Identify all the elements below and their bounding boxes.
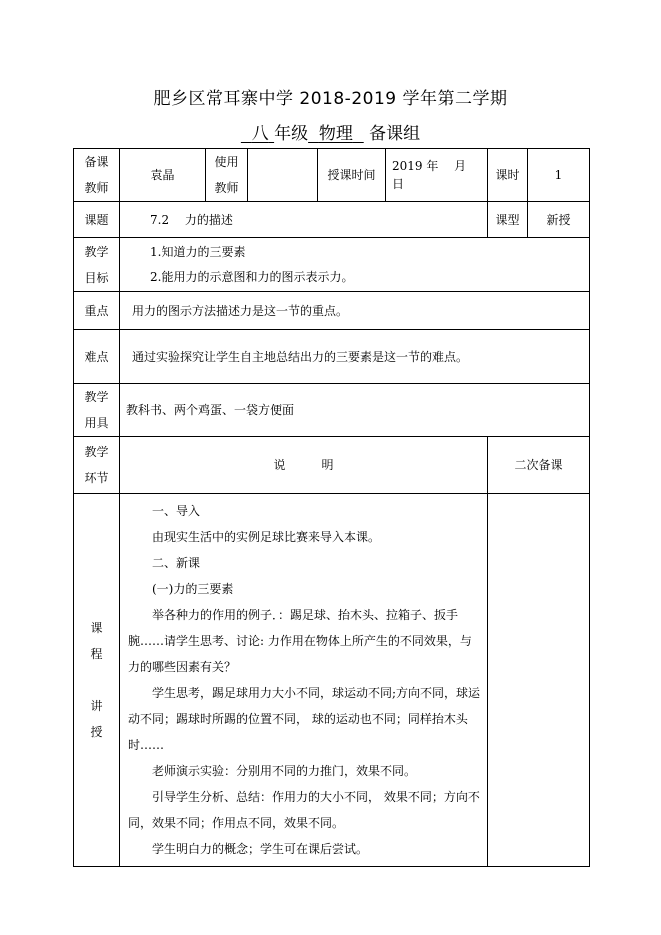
difficulty-value: 通过实验探究让学生自主地总结出力的三要素是这一节的难点。: [120, 330, 590, 384]
table-row: [74, 292, 590, 330]
table-row: [74, 238, 590, 292]
topic-label: 课题: [74, 202, 120, 238]
content-paragraph: 老师演示实验：分别用不同的力推门，效果不同。: [152, 764, 417, 778]
page-subtitle: [0, 119, 661, 144]
hours-value: 1: [528, 149, 590, 202]
lesson-type-label: 课型: [488, 202, 528, 238]
materials-label: 教学 用具: [74, 384, 120, 437]
content-paragraph: 二、新课: [152, 556, 201, 570]
content-paragraph: 学生明白力的概念；学生可在课后尝试。: [152, 842, 369, 856]
second-prep-header: 二次备课: [488, 437, 590, 494]
lesson-plan-table: [73, 148, 590, 867]
lecture-content: [120, 494, 488, 867]
content-paragraph: (一)力的三要素: [152, 582, 234, 596]
group-suffix: 备课组: [369, 124, 421, 144]
grade-value: 八: [251, 124, 269, 144]
goals-label: 教学 目标: [74, 238, 120, 292]
user-teacher-value: [248, 149, 318, 202]
goals-cell: [120, 238, 590, 292]
page-title: 肥乡区常耳寨中学 2018-2019 学年第二学期: [153, 89, 508, 109]
table-row: [74, 330, 590, 384]
table-row: [74, 202, 590, 238]
user-teacher-label: 使用 教师: [206, 149, 248, 202]
prep-teacher-value: 袁晶: [120, 149, 206, 202]
content-paragraph: 举各种力的作用的例子．：踢足球、抬木头、拉箱子、扳手腕……请学生思考、讨论: 力作用在物体上所产生的不同效果，与力的哪些因素有关？: [128, 608, 472, 674]
table-row: [74, 437, 590, 494]
content-paragraph: 由现实生活中的实例足球比赛来导入本课。: [152, 530, 381, 544]
content-paragraph: 引导学生分析、总结：作用力的大小不同， 效果不同；方向不同，效果不同；作用点不同，效果不同。: [128, 790, 480, 830]
key-point-label: 重点: [74, 292, 120, 330]
goal-item: 2.能用力的示意图和力的图示表示力。: [150, 269, 354, 284]
content-paragraph: 学生思考，踢足球用力大小不同，球运动不同;方向不同，球运动不同；踢球时所踢的位置不同， 球的运动也不同；同样抬木头时……: [128, 686, 481, 752]
table-row: [74, 384, 590, 437]
goal-item: 1.知道力的三要素: [150, 244, 246, 259]
grade-suffix: 年级: [274, 124, 309, 144]
description-header: 说 明: [120, 437, 488, 494]
table-row: [74, 494, 590, 867]
content-paragraph: 一、导入: [152, 504, 201, 518]
class-time-value: 2019 年 月 日: [386, 149, 488, 202]
class-time-label: 授课时间: [318, 149, 386, 202]
prep-teacher-label: 备课 教师: [74, 149, 120, 202]
table-row: [74, 149, 590, 202]
key-point-value: 用力的图示方法描述力是这一节的重点。: [120, 292, 590, 330]
second-prep-cell: [488, 494, 590, 867]
subject-value: 物理: [318, 124, 353, 144]
hours-label: 课时: [488, 149, 528, 202]
lesson-type-value: 新授: [528, 202, 590, 238]
materials-value: 教科书、两个鸡蛋、一袋方便面: [120, 384, 590, 437]
lecture-label: 课 程 讲 授: [74, 494, 120, 867]
stage-label: 教学 环节: [74, 437, 120, 494]
topic-value: 7.2 力的描述: [120, 202, 488, 238]
difficulty-label: 难点: [74, 330, 120, 384]
